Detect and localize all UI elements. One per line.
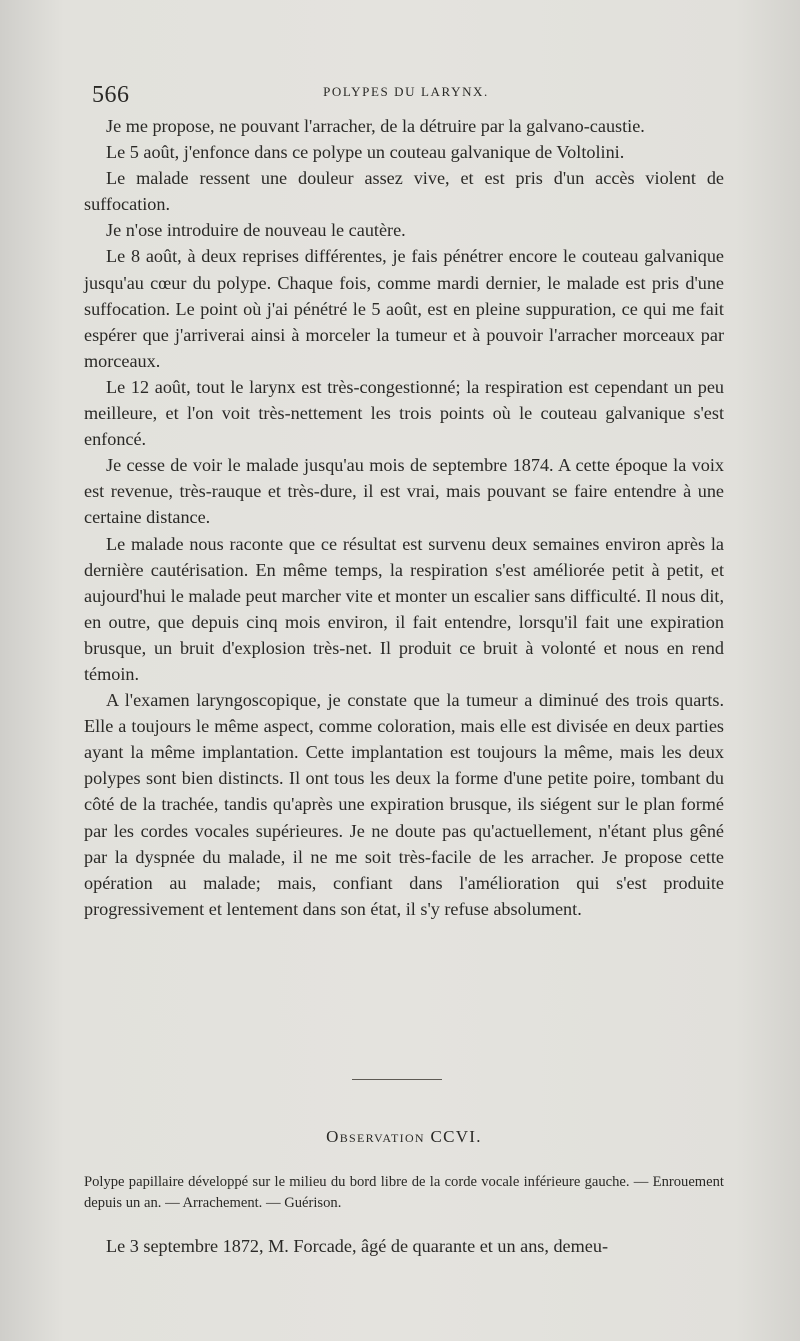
page-header [92,80,720,112]
paragraph: Le 5 août, j'enfonce dans ce polype un couteau galvanique de Voltolini. [106,142,625,163]
section-divider [352,1079,442,1080]
paragraph: Je me propose, ne pouvant l'arracher, de la détruire par la galvano-caustie. [106,116,645,136]
observation-summary: Polype papillaire développé sur le milieu du bord libre de la corde vocale inférieure gauche. — Enrouement depuis un an. — Arrachement. — Guérison. [84,1174,724,1211]
page-number: 566 [92,82,130,108]
observation-title: Observation CCVI. [326,1127,482,1146]
body-text [84,113,724,922]
paragraph: Le 12 août, tout le larynx est très-congestionné; la respiration est cependant un peu meilleure, et l'on voit très-nettement les trois points où le couteau galvanique s'est enfoncé. [84,376,724,450]
paragraph: Je n'ose introduire de nouveau le cautère. [106,220,406,241]
observation-first-line: Le 3 septembre 1872, M. Forcade, âgé de quarante et un ans, demeu- [106,1236,608,1256]
paragraph: A l'examen laryngoscopique, je constate que la tumeur a diminué des trois quarts. Elle a toujours le même aspect, comme coloration, mais elle est divisée en deux parties ayant la même implantation. Cette implantation est toujours la même, mais les deux polypes sont bien distincts. Il ont tous les deux la forme d'une petite poire, tombant du côté de la trachée, tandis qu'après une expiration brusque, ils siégent sur le plan formé par les cordes vocales supérieures. Je ne doute pas qu'actuellement, n'étant plus gêné par la dyspnée du malade, il ne me soit très-facile de les arracher. Je propose cette opération au malade; mais, confiant dans l'amélioration qui s'est produite progressivement et lentement dans son état, il s'y refuse absolument. [84,690,724,919]
paragraph: Le malade ressent une douleur assez vive, et est pris d'un accès violent de suffocation. [84,168,724,215]
running-head: POLYPES DU LARYNX. [323,84,489,99]
paragraph: Le malade nous raconte que ce résultat est survenu deux semaines environ après la dernière cautérisation. En même temps, la respiration s'est améliorée petit à petit, et aujourd'hui le malade peut marcher vite et monter un escalier sans difficulté. Il nous dit, en outre, que depuis cinq mois environ, il fait entendre, lorsqu'il fait une expiration brusque, un bruit d'explosion très-net. Il produit ce bruit à volonté et nous en rend témoin. [84,533,724,684]
paragraph: Je cesse de voir le malade jusqu'au mois de septembre 1874. A cette époque la voix est revenue, très-rauque et très-dure, il est vrai, mais pouvant se faire entendre à une certaine distance. [84,455,724,528]
paragraph: Le 8 août, à deux reprises différentes, je fais pénétrer encore le couteau galvanique jusqu'au cœur du polype. Chaque fois, comme mardi dernier, le malade est pris d'une suffocation. Le point où j'ai pénétré le 5 août, est en pleine suppuration, ce qui me fait espérer que j'arriverai ainsi à morceler la tumeur et à pouvoir l'arracher morceaux par morceaux. [84,246,724,371]
